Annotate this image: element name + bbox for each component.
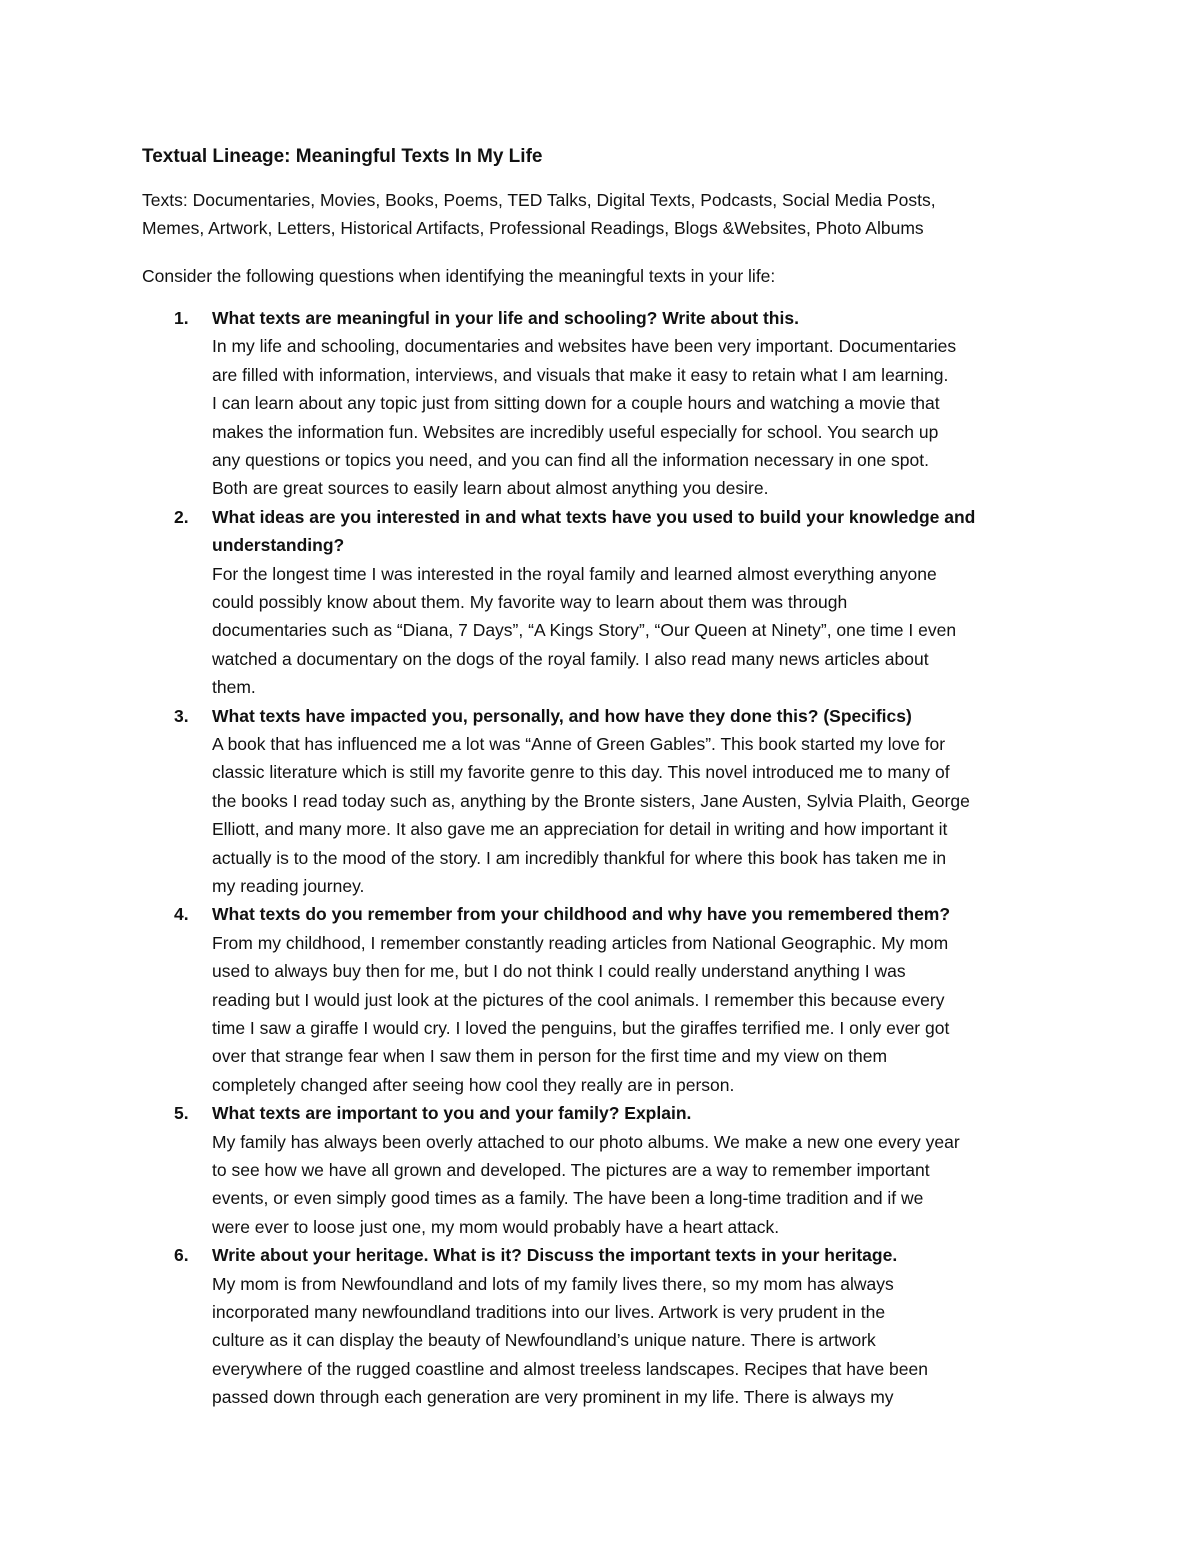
question-text: Write about your heritage. What is it? Discuss the important texts in your heritage. (212, 1245, 898, 1266)
answer-text: Elliott, and many more. It also gave me an appreciation for detail in writing and how important it (212, 819, 948, 840)
answer-text: events, or even simply good times as a family. The have been a long-time tradition and if we (212, 1188, 924, 1209)
answer-text: actually is to the mood of the story. I am incredibly thankful for where this book has taken me in (212, 847, 947, 868)
answer-text: My family has always been overly attached to our photo albums. We make a new one every year (212, 1131, 960, 1152)
answer-text: are filled with information, interviews, and visuals that make it easy to retain what I am learning. (212, 364, 949, 385)
answer-text: time I saw a giraffe I would cry. I loved the penguins, but the giraffes terrified me. I only ever got (212, 1018, 950, 1038)
texts-intro-line: Memes, Artwork, Letters, Historical Artifacts, Professional Readings, Blogs &Websites, Photo Albums (142, 218, 924, 238)
answer-text: watched a documentary on the dogs of the royal family. I also read many news articles about (212, 648, 929, 669)
answer-text: reading but I would just look at the pictures of the cool animals. I remember this because every (212, 989, 945, 1010)
answer-text: them. (212, 677, 256, 698)
question-text: What texts do you remember from your childhood and why have you remembered them? (212, 904, 951, 925)
answer-text: everywhere of the rugged coastline and almost treeless landscapes. Recipes that have been (212, 1358, 928, 1379)
document-title: Textual Lineage: Meaningful Texts In My Life (142, 146, 543, 167)
consider-instruction: Consider the following questions when identifying the meaningful texts in your life: (142, 266, 776, 286)
answer-text: For the longest time I was interested in the royal family and learned almost everything anyone (212, 563, 937, 584)
question-text: What ideas are you interested in and what texts have you used to build your knowledge and (212, 506, 976, 527)
answer-text: were ever to loose just one, my mom would probably have a heart attack. (212, 1216, 780, 1237)
answer-text: could possibly know about them. My favorite way to learn about them was through (212, 592, 848, 612)
answer-text: classic literature which is still my favorite genre to this day. This novel introduced me to many of (212, 762, 950, 783)
question-text: What texts are meaningful in your life and schooling? Write about this. (212, 308, 799, 328)
answer-text: passed down through each generation are very prominent in my life. There is always my (212, 1387, 894, 1408)
answer-text: I can learn about any topic just from sitting down for a couple hours and watching a movie that (212, 393, 940, 414)
question-number: 6. (174, 1245, 189, 1266)
answer-text: incorporated many newfoundland traditions into our lives. Artwork is very prudent in the (212, 1302, 886, 1322)
answer-text: the books I read today such as, anything by the Bronte sisters, Jane Austen, Sylvia Plaith, George (212, 790, 970, 811)
answer-text: A book that has influenced me a lot was “Anne of Green Gables”. This book started my love for (212, 734, 946, 754)
answer-text: my reading journey. (212, 876, 365, 896)
answer-text: In my life and schooling, documentaries and websites have been very important. Documentaries (212, 336, 957, 357)
answer-text: any questions or topics you need, and you can find all the information necessary in one spot. (212, 450, 929, 470)
question-text: understanding? (212, 535, 345, 556)
answer-text: used to always buy then for me, but I do not think I could really understand anything I was (212, 961, 906, 982)
question-number: 2. (174, 506, 189, 527)
answer-text: makes the information fun. Websites are incredibly useful especially for school. You search up (212, 421, 939, 442)
question-text: What texts are important to you and your family? Explain. (212, 1103, 692, 1124)
answer-text: documentaries such as “Diana, 7 Days”, “A Kings Story”, “Our Queen at Ninety”, one time I even (212, 620, 957, 641)
answer-text: to see how we have all grown and developed. The pictures are a way to remember important (212, 1160, 930, 1180)
question-number: 4. (174, 904, 189, 925)
answer-text: From my childhood, I remember constantly reading articles from National Geographic. My mom (212, 932, 949, 953)
answer-text: culture as it can display the beauty of Newfoundland’s unique nature. There is artwork (212, 1330, 876, 1351)
question-number: 5. (174, 1103, 189, 1124)
question-number: 3. (174, 705, 189, 726)
question-number: 1. (174, 308, 189, 328)
texts-intro-line: Texts: Documentaries, Movies, Books, Poems, TED Talks, Digital Texts, Podcasts, Social Media Posts, (142, 190, 936, 210)
answer-text: My mom is from Newfoundland and lots of my family lives there, so my mom has always (212, 1273, 894, 1294)
question-text: What texts have impacted you, personally, and how have they done this? (Specifics) (212, 705, 912, 726)
answer-text: completely changed after seeing how cool they really are in person. (212, 1074, 735, 1095)
answer-text: over that strange fear when I saw them in person for the first time and my view on them (212, 1046, 888, 1067)
answer-text: Both are great sources to easily learn about almost anything you desire. (212, 478, 769, 499)
